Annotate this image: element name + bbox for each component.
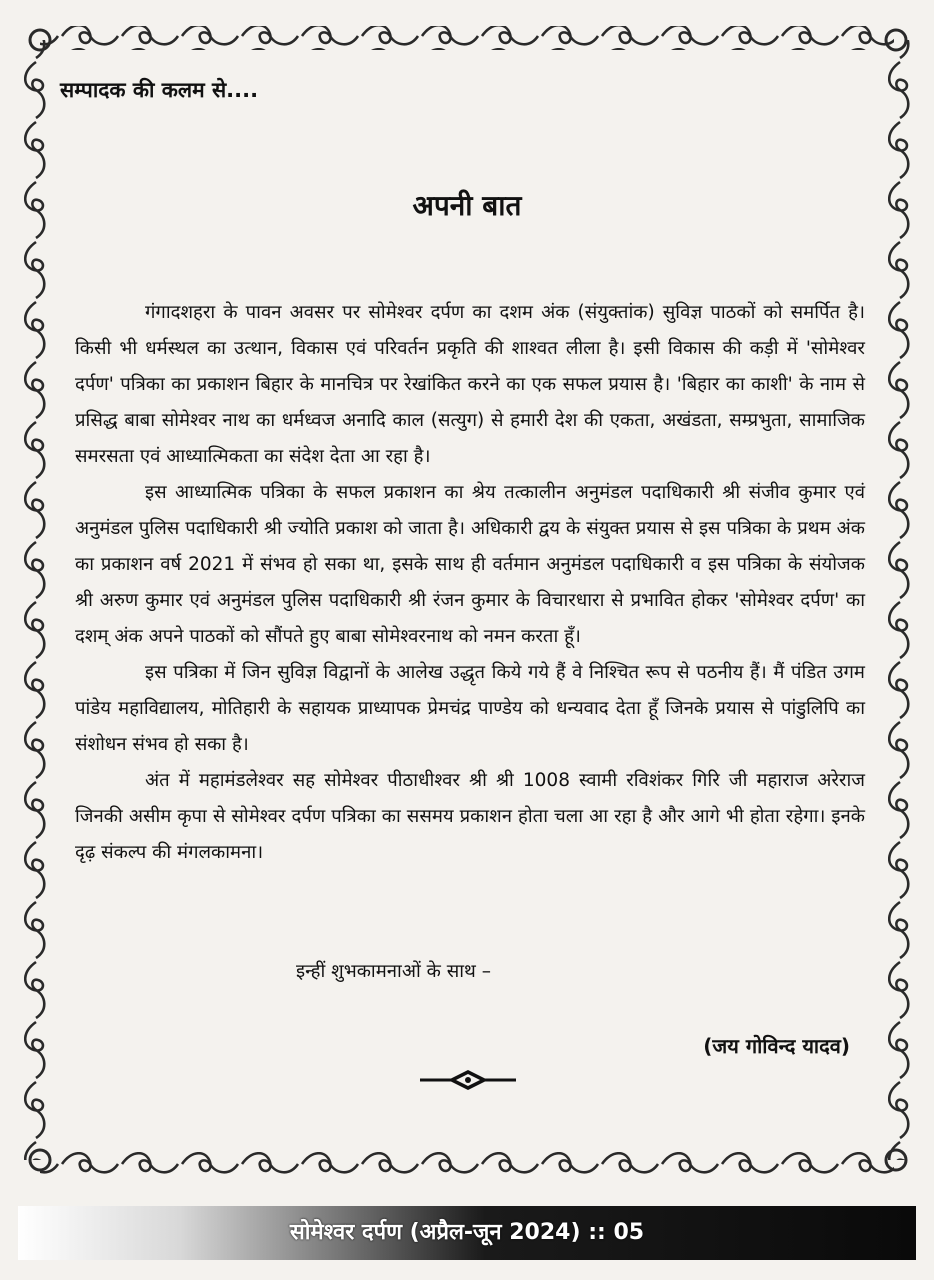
- paragraph-3: इस पत्रिका में जिन सुविज्ञ विद्वानों के आलेख उद्धृत किये गये हैं वे निश्चित रूप से पठनीय हैं। मैं पंडित उगम पांडेय महाविद्यालय, मोतिहारी के सहायक प्राध्यापक प्रेमचंद्र पाण्डेय को धन्यवाद देता हूँ जिनके प्रयास से पांडुलिपि का संशोधन संभव हो सका है।: [75, 662, 865, 755]
- paragraph-4: अंत में महामंडलेश्वर सह सोमेश्वर पीठाधीश्वर श्री श्री 1008 स्वामी रविशंकर गिरि जी महाराज अरेराज जिनकी असीम कृपा से सोमेश्वर दर्पण पत्रिका का ससमय प्रकाशन होता चला आ रहा है और आगे भी होता रहेगा। इनके दृढ़ संकल्प की मंगलकामना।: [75, 770, 865, 863]
- section-label: सम्पादक की कलम से....: [60, 78, 259, 102]
- paragraph-1: गंगादशहरा के पावन अवसर पर सोमेश्वर दर्पण का दशम अंक (संयुक्तांक) सुविज्ञ पाठकों को समर्पित है। किसी भी धर्मस्थल का उत्थान, विकास एवं परिवर्तन प्रकृति की शाश्वत लीला है। इसी विकास की कड़ी में 'सोमेश्वर दर्पण' पत्रिका का प्रकाशन बिहार के मानचित्र पर रेखांकित करने का एक सफल प्रयास है। 'बिहार का काशी' के नाम से प्रसिद्ध बाबा सोमेश्वर नाथ का धर्मध्वज अनादि काल (सत्युग) से हमारी देश की एकता, अखंडता, सम्प्रभुता, सामाजिक समरसता एवं आध्यात्मिकता का संदेश देता आ रहा है।: [75, 302, 865, 467]
- article-title: अपनी बात: [412, 189, 522, 222]
- closing-line: इन्हीं शुभकामनाओं के साथ –: [296, 961, 491, 982]
- paragraph-2: इस आध्यात्मिक पत्रिका के सफल प्रकाशन का श्रेय तत्कालीन अनुमंडल पदाधिकारी श्री संजीव कुमार एवं अनुमंडल पुलिस पदाधिकारी श्री ज्योति प्रकाश को जाता है। अधिकारी द्वय के संयुक्त प्रयास से इस पत्रिका के प्रथम अंक का प्रकाशन वर्ष 2021 में संभव हो सका था, इसके साथ ही वर्तमान अनुमंडल पदाधिकारी व इस पत्रिका के संयोजक श्री अरुण कुमार एवं अनुमंडल पुलिस पदाधिकारी श्री रंजन कुमार के विचारधारा से प्रभावित होकर 'सोमेश्वर दर्पण' का दशम् अंक अपने पाठकों को सौंपते हुए बाबा सोमेश्वरनाथ को नमन करता हूँ।: [75, 482, 865, 647]
- footer-page-label: सोमेश्वर दर्पण (अप्रैल-जून 2024) :: 05: [289, 1220, 645, 1245]
- article-body: [75, 295, 865, 871]
- flourish-ornament-icon: [418, 1068, 518, 1092]
- author-signature: (जय गोविन्द यादव): [703, 1034, 850, 1058]
